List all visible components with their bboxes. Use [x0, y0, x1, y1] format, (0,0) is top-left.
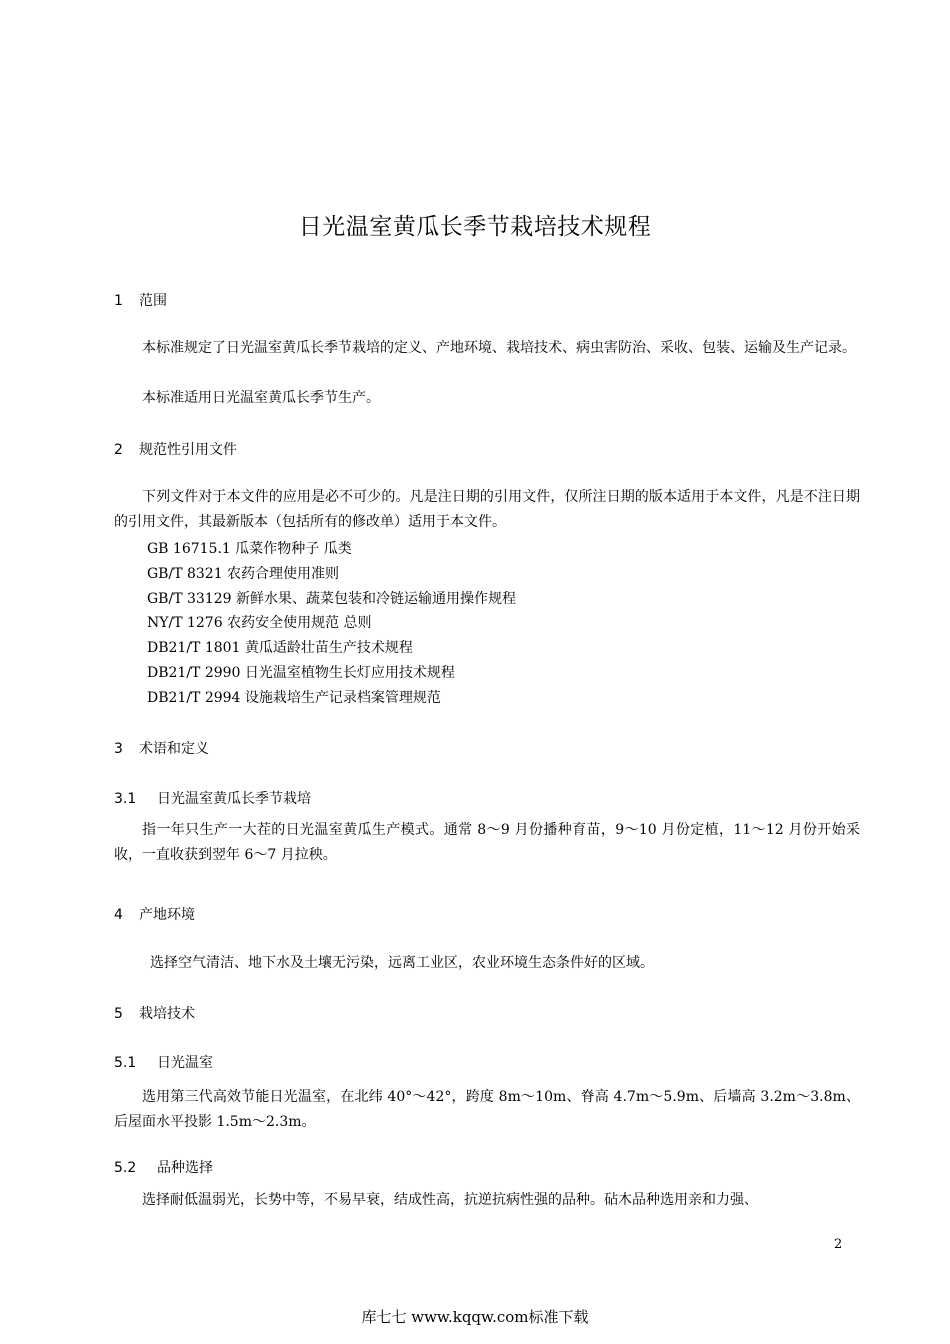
subsection-number: 5.1	[114, 1055, 137, 1071]
section-heading-2	[114, 439, 237, 459]
reference-item: GB 16715.1 瓜菜作物种子 瓜类	[147, 541, 352, 557]
reference-item: DB21/T 1801 黄瓜适龄壮苗生产技术规程	[147, 640, 413, 656]
section-title: 术语和定义	[139, 741, 209, 757]
subsection-title: 品种选择	[157, 1160, 213, 1176]
subsection-title: 日光温室黄瓜长季节栽培	[157, 791, 311, 807]
paragraph-references-intro: 下列文件对于本文件的应用是必不可少的。凡是注日期的引用文件，仅所注日期的版本适用于本文件，凡是不注日期的引用文件，其最新版本（包括所有的修改单）适用于本文件。	[114, 489, 860, 530]
section-title: 范围	[139, 293, 167, 309]
page-number: 2	[834, 1237, 843, 1252]
paragraph-definition: 指一年只生产一大茬的日光温室黄瓜生产模式。通常 8～9 月份播种育苗，9～10 月份定植，11～12 月份开始采收，一直收获到翌年 6～7 月拉秧。	[114, 822, 860, 863]
section-number: 5	[114, 1006, 123, 1022]
reference-item: GB/T 33129 新鲜水果、蔬菜包装和冷链运输通用操作规程	[147, 591, 516, 607]
reference-item: DB21/T 2990 日光温室植物生长灯应用技术规程	[147, 665, 455, 681]
section-number: 4	[114, 907, 123, 923]
section-number: 2	[114, 442, 123, 458]
subsection-heading-5-2	[114, 1157, 213, 1177]
document-title: 日光温室黄瓜长季节栽培技术规程	[298, 214, 652, 240]
paragraph-variety: 选择耐低温弱光，长势中等，不易早衰，结成性高，抗逆抗病性强的品种。砧木品种选用亲和力强、	[142, 1192, 758, 1208]
section-heading-4	[114, 904, 195, 924]
section-title: 规范性引用文件	[139, 442, 237, 458]
paragraph-scope-2: 本标准适用日光温室黄瓜长季节生产。	[142, 390, 380, 406]
paragraph-environment: 选择空气清洁、地下水及土壤无污染，远离工业区，农业环境生态条件好的区域。	[150, 955, 654, 971]
reference-item: DB21/T 2994 设施栽培生产记录档案管理规范	[147, 690, 441, 706]
section-title: 产地环境	[139, 907, 195, 923]
paragraph-greenhouse: 选用第三代高效节能日光温室，在北纬 40°～42°，跨度 8m～10m、脊高 4.7m～5.9m、后墙高 3.2m～3.8m、后屋面水平投影 1.5m～2.3m。	[114, 1089, 860, 1130]
section-heading-5	[114, 1003, 195, 1023]
section-heading-3	[114, 738, 209, 758]
reference-item: GB/T 8321 农药合理使用准则	[147, 566, 340, 582]
reference-item: NY/T 1276 农药安全使用规范 总则	[147, 615, 372, 631]
subsection-title: 日光温室	[157, 1055, 213, 1071]
subsection-number: 3.1	[114, 791, 137, 807]
section-number: 1	[114, 293, 123, 309]
footer-watermark-text: 库七七 www.kqqw.com标准下载	[361, 1308, 589, 1326]
section-number: 3	[114, 741, 123, 757]
subsection-heading-3-1	[114, 788, 311, 808]
subsection-number: 5.2	[114, 1160, 137, 1176]
section-heading-1	[114, 290, 167, 310]
paragraph-scope-1: 本标准规定了日光温室黄瓜长季节栽培的定义、产地环境、栽培技术、病虫害防治、采收、包装、运输及生产记录。	[142, 340, 856, 356]
section-title: 栽培技术	[139, 1006, 195, 1022]
subsection-heading-5-1	[114, 1052, 213, 1072]
